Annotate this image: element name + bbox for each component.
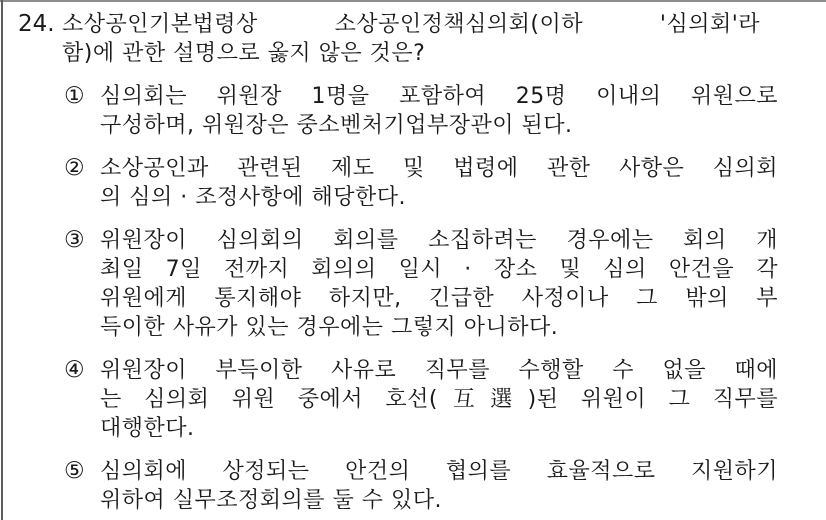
option-line: 위원장이 부득이한 사유로 직무를 수행할 수 없을 때에 bbox=[100, 358, 778, 383]
question-line: 소상공인기본법령상 소상공인정책심의회(이하 '심의회'라 bbox=[62, 12, 760, 37]
option-text bbox=[100, 457, 778, 515]
option-line: 최일 7일 전까지 회의의 일시 · 장소 및 심의 안건을 각 bbox=[100, 257, 778, 282]
option-line: 소상공인과 관련된 제도 및 법령에 관한 사항은 심의회 bbox=[100, 156, 778, 181]
option-text bbox=[100, 226, 778, 342]
question-line: 함)에 관한 설명으로 옳지 않은 것은? bbox=[62, 41, 426, 66]
option-line: 위원장이 심의회의 회의를 소집하려는 경우에는 회의 개 bbox=[100, 228, 778, 253]
left-border-line bbox=[1, 0, 3, 520]
option-line: 심의회는 위원장 1명을 포함하여 25명 이내의 위원으로 bbox=[100, 84, 778, 109]
option-marker: ③ bbox=[64, 227, 85, 253]
question-lines bbox=[62, 10, 760, 68]
option-line: 위하여 실무조정회의를 둘 수 있다. bbox=[100, 488, 442, 513]
option-marker: ④ bbox=[64, 357, 85, 383]
option-item-3 bbox=[64, 226, 810, 342]
option-marker: ① bbox=[64, 83, 85, 109]
option-item-2 bbox=[64, 154, 810, 212]
option-line: 위원에게 통지해야 하지만, 긴급한 사정이나 그 밖의 부 bbox=[100, 286, 778, 311]
question-header bbox=[18, 10, 810, 68]
top-border-line bbox=[0, 0, 826, 2]
option-text bbox=[100, 82, 778, 140]
question-block bbox=[18, 10, 810, 515]
question-number: 24. bbox=[18, 11, 55, 37]
option-text bbox=[100, 154, 778, 212]
option-marker: ⑤ bbox=[64, 458, 85, 484]
option-line: 심의회에 상정되는 안건의 협의를 효율적으로 지원하기 bbox=[100, 459, 778, 484]
option-line: 득이한 사유가 있는 경우에는 그렇지 아니하다. bbox=[100, 315, 559, 340]
option-line: 의 심의 · 조정사항에 해당한다. bbox=[100, 185, 406, 210]
option-line: 는 심의회 위원 중에서 호선(互選)된 위원이 그 직무를 bbox=[100, 387, 778, 412]
option-marker: ② bbox=[64, 155, 85, 181]
option-line: 대행한다. bbox=[100, 416, 195, 441]
option-item-1 bbox=[64, 82, 810, 140]
option-item-5 bbox=[64, 457, 810, 515]
option-line: 구성하며, 위원장은 중소벤처기업부장관이 된다. bbox=[100, 113, 573, 138]
option-item-4 bbox=[64, 356, 810, 443]
options-list bbox=[64, 82, 810, 515]
option-text bbox=[100, 356, 778, 443]
